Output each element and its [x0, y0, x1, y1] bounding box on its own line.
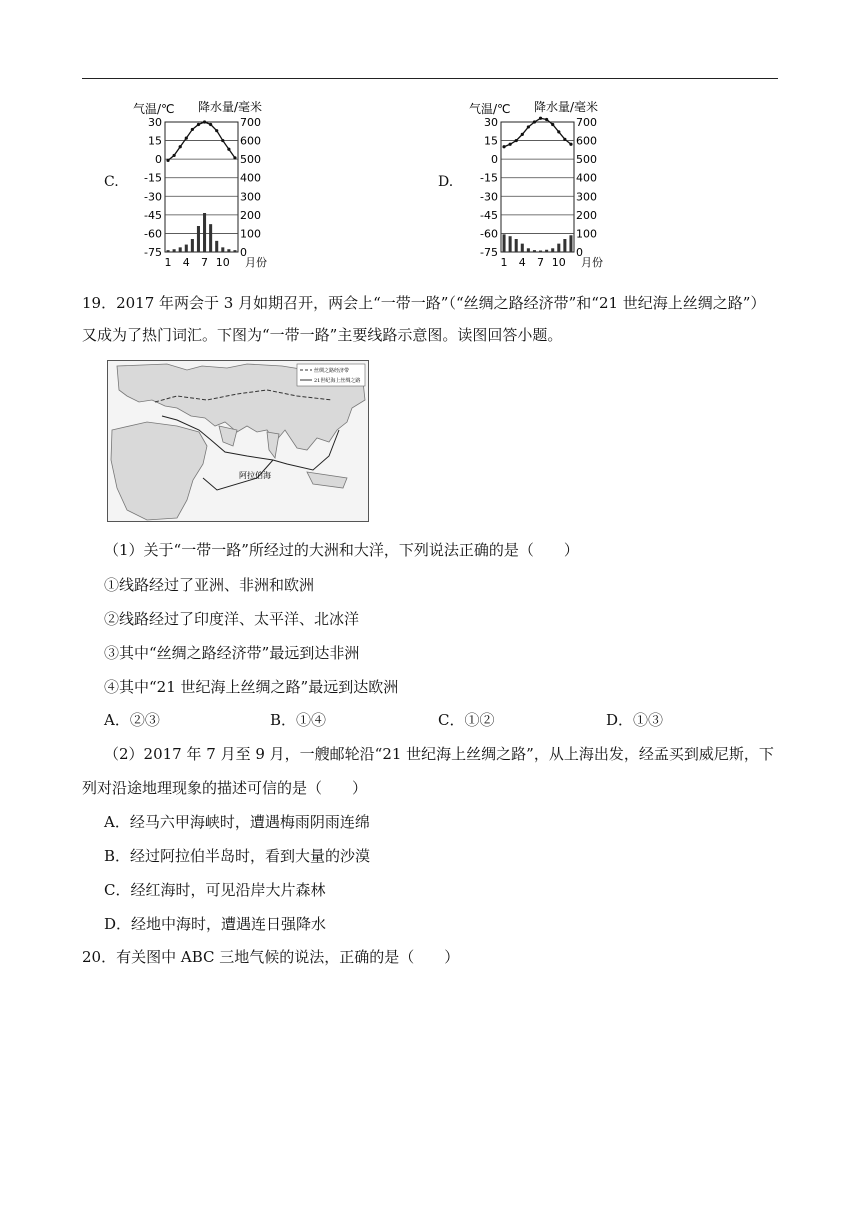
chart-c-temp-point — [191, 128, 194, 131]
chart-c-temp-point — [221, 139, 224, 142]
chart-d-temp-point — [509, 143, 512, 146]
chart-d-left-title: 气温/℃ — [469, 102, 511, 116]
chart-c-temp-point — [179, 145, 182, 148]
chart-d-plot — [480, 116, 603, 269]
chart-d-right-title: 降水量/毫米 — [534, 100, 599, 114]
chart-c-temp-point — [166, 159, 169, 162]
q19-sub1-option-a[interactable]: A．②③ — [104, 711, 160, 729]
q19-sub1-item-1: ①线路经过了亚洲、非洲和欧洲 — [104, 576, 315, 594]
climate-chart-c — [130, 96, 280, 274]
chart-d-temp-point — [563, 138, 566, 141]
q19-sub2-option-d[interactable]: D．经地中海时，遭遇连日强降水 — [104, 915, 327, 933]
chart-d-ytick-right: 0 — [576, 246, 583, 259]
chart-d-precip-bar — [527, 248, 530, 252]
legend-sea-label: 21世纪海上丝绸之路 — [314, 378, 361, 384]
chart-d-ytick-left: 0 — [491, 153, 498, 167]
chart-d-precip-bar — [533, 250, 536, 252]
chart-c-ytick-right: 300 — [240, 190, 261, 204]
chart-c-ytick-left: 15 — [148, 134, 162, 148]
chart-d-ytick-right: 500 — [576, 153, 597, 167]
chart-d-ytick-right: 600 — [576, 134, 597, 148]
chart-c-ytick-right: 0 — [240, 246, 247, 259]
chart-d-frame — [501, 122, 574, 252]
chart-d-temp-point — [539, 117, 542, 120]
chart-d-precip-bar — [515, 239, 518, 252]
chart-d-temp-point — [515, 139, 518, 142]
chart-c-temp-point — [203, 120, 206, 123]
q19-sub1-option-c[interactable]: C．①② — [438, 711, 495, 729]
chart-c-ytick-left: -75 — [144, 246, 162, 259]
climate-chart-c-svg — [130, 96, 280, 274]
option-d-label: D. — [438, 174, 454, 190]
chart-d-precip-bar — [563, 239, 566, 252]
chart-c-plot — [144, 116, 267, 269]
chart-c-precip-bar — [233, 250, 236, 252]
q19-sub2-option-a[interactable]: A．经马六甲海峡时，遭遇梅雨阴雨连绵 — [104, 813, 370, 831]
chart-c-precip-bar — [221, 247, 224, 252]
q19-sub1-option-b[interactable]: B．①④ — [270, 711, 327, 729]
chart-c-ytick-left: 30 — [148, 116, 162, 129]
q19-stem-line1: 19．2017 年两会于 3 月如期召开，两会上“一带一路”（“丝绸之路经济带”和“21 世纪海上丝绸之路”） — [82, 294, 766, 312]
chart-c-ytick-left: -60 — [144, 227, 162, 241]
chart-c-temp-point — [227, 148, 230, 151]
legend-land-label: 丝绸之路经济带 — [314, 368, 350, 374]
chart-d-x-unit: 月份 — [580, 256, 603, 269]
chart-c-xtick: 10 — [215, 256, 230, 269]
chart-d-ytick-right: 400 — [576, 171, 597, 185]
chart-c-precip-bar — [209, 224, 212, 252]
chart-d-xtick: 10 — [551, 256, 566, 269]
chart-d-ytick-left: -15 — [480, 171, 498, 185]
q19-stem-line2: 又成为了热门词汇。下图为“一带一路”主要线路示意图。读图回答小题。 — [82, 326, 563, 344]
chart-c-precip-bar — [179, 247, 182, 252]
q20-stem: 20．有关图中 ABC 三地气候的说法，正确的是（ ） — [82, 948, 460, 966]
chart-c-temp-point — [233, 156, 236, 159]
chart-c-xtick: 1 — [164, 256, 172, 269]
chart-d-ytick-right: 700 — [576, 116, 597, 129]
chart-c-temp-point — [197, 123, 200, 126]
chart-d-temp-point — [533, 120, 536, 123]
chart-d-precip-bar — [503, 234, 506, 252]
chart-c-precip-bar — [167, 250, 170, 252]
chart-d-ytick-left: -30 — [480, 190, 498, 204]
q19-sub2-option-b[interactable]: B．经过阿拉伯半岛时，看到大量的沙漠 — [104, 847, 371, 865]
chart-d-temp-point — [502, 145, 505, 148]
chart-c-temp-point — [185, 136, 188, 139]
option-c-label: C. — [104, 174, 119, 190]
chart-d-precip-bar — [521, 244, 524, 252]
chart-d-ytick-left: 30 — [484, 116, 498, 129]
chart-d-temp-point — [527, 125, 530, 128]
chart-c-ytick-right: 600 — [240, 134, 261, 148]
chart-d-precip-bar — [545, 250, 548, 252]
chart-c-frame — [165, 122, 238, 252]
climate-chart-d-svg — [466, 96, 616, 274]
chart-c-precip-bar — [215, 241, 218, 252]
q19-sub2-stem-line2: 列对沿途地理现象的描述可信的是（ ） — [82, 779, 368, 797]
chart-c-ytick-left: -30 — [144, 190, 162, 204]
chart-c-ytick-left: -15 — [144, 171, 162, 185]
chart-d-ytick-right: 100 — [576, 227, 597, 241]
chart-d-temp-point — [569, 143, 572, 146]
chart-c-temp-point — [215, 129, 218, 132]
chart-d-xtick: 7 — [537, 256, 545, 269]
belt-road-map-svg — [107, 360, 369, 522]
chart-c-precip-bar — [185, 245, 188, 252]
q19-sub1-stem: （1）关于“一带一路”所经过的大洲和大洋，下列说法正确的是（ ） — [104, 541, 579, 559]
chart-c-x-unit: 月份 — [244, 256, 267, 269]
q19-sub1-item-2: ②线路经过了印度洋、太平洋、北冰洋 — [104, 610, 360, 628]
chart-d-temp-point — [545, 118, 548, 121]
chart-c-temp-point — [209, 123, 212, 126]
chart-c-precip-bar — [197, 226, 200, 252]
chart-d-precip-bar — [569, 235, 572, 252]
chart-d-ytick-left: 15 — [484, 134, 498, 148]
chart-c-ytick-left: 0 — [155, 153, 162, 167]
chart-c-temp-point — [173, 154, 176, 157]
chart-c-xtick: 7 — [201, 256, 209, 269]
chart-d-ytick-left: -45 — [480, 208, 498, 222]
chart-c-precip-bar — [173, 249, 176, 252]
chart-c-precip-bar — [191, 239, 194, 252]
chart-d-precip-bar — [551, 248, 554, 252]
chart-d-ytick-left: -75 — [480, 246, 498, 259]
chart-c-temp-line — [168, 122, 235, 160]
chart-d-xtick: 1 — [500, 256, 508, 269]
chart-d-ytick-right: 300 — [576, 190, 597, 204]
chart-d-ytick-right: 200 — [576, 208, 597, 222]
chart-c-ytick-right: 400 — [240, 171, 261, 185]
header-rule — [82, 78, 778, 79]
q19-sub1-item-4: ④其中“21 世纪海上丝绸之路”最远到达欧洲 — [104, 678, 399, 696]
climate-chart-d — [466, 96, 616, 274]
chart-c-xtick: 4 — [182, 256, 190, 269]
chart-d-xtick: 4 — [518, 256, 526, 269]
chart-c-precip-bar — [203, 213, 206, 252]
chart-d-temp-point — [521, 133, 524, 136]
q19-sub1-option-d[interactable]: D．①③ — [606, 711, 664, 729]
chart-c-ytick-right: 700 — [240, 116, 261, 129]
chart-c-ytick-right: 500 — [240, 153, 261, 167]
chart-d-precip-bar — [539, 251, 542, 252]
chart-d-temp-point — [557, 130, 560, 133]
q19-sub2-option-c[interactable]: C．经红海时，可见沿岸大片森林 — [104, 881, 326, 899]
chart-d-precip-bar — [557, 244, 560, 252]
chart-c-right-title: 降水量/毫米 — [198, 100, 263, 114]
q19-sub2-stem-line1: （2）2017 年 7 月至 9 月，一艘邮轮沿“21 世纪海上丝绸之路”，从上海出发，经孟买到威尼斯，下 — [104, 745, 774, 763]
chart-c-precip-bar — [227, 249, 230, 252]
chart-c-ytick-right: 200 — [240, 208, 261, 222]
chart-d-ytick-left: -60 — [480, 227, 498, 241]
chart-d-temp-line — [504, 118, 571, 146]
chart-d-precip-bar — [509, 236, 512, 252]
chart-c-ytick-right: 100 — [240, 227, 261, 241]
chart-d-temp-point — [551, 123, 554, 126]
belt-road-map — [107, 360, 369, 522]
chart-c-ytick-left: -45 — [144, 208, 162, 222]
chart-c-left-title: 气温/℃ — [133, 102, 175, 116]
q19-sub1-item-3: ③其中“丝绸之路经济带”最远到达非洲 — [104, 644, 360, 662]
map-label-arabian-sea: 阿拉伯海 — [239, 471, 271, 480]
